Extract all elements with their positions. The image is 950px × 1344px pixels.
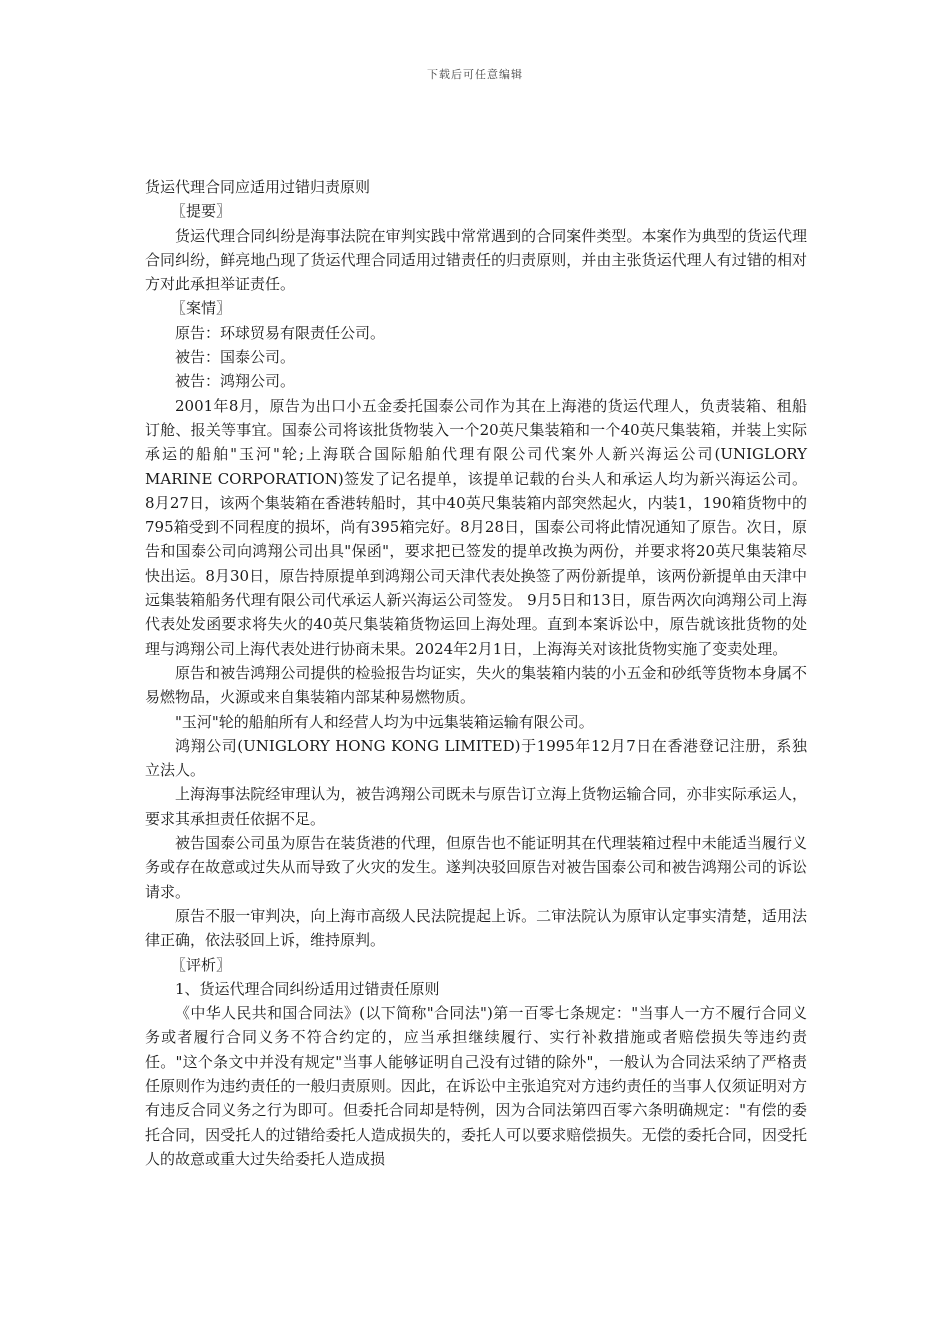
paragraph: 原告不服一审判决，向上海市高级人民法院提起上诉。二审法院认为原审认定事实清楚，适用法律正确，依法驳回上诉，维持原判。 <box>145 906 807 950</box>
paragraph: 鸿翔公司(UNIGLORY HONG KONG LIMITED)于1995年12月7日在香港登记注册，系独立法人。 <box>145 736 807 780</box>
paragraph: 上海海事法院经审理认为，被告鸿翔公司既未与原告订立海上货物运输合同，亦非实际承运人，要求其承担责任依据不足。 <box>145 785 807 828</box>
paragraph: "玉河"轮的船舶所有人和经营人均为中远集装箱运输有限公司。 <box>175 712 594 731</box>
paragraph: 被告：国泰公司。 <box>175 348 296 367</box>
section-heading-analysis: 〖评析〗 <box>171 955 232 974</box>
document-title: 货运代理合同应适用过错归责原则 <box>145 178 371 196</box>
section-heading-case: 〖案情〗 <box>171 299 232 318</box>
document-body <box>145 175 807 1171</box>
paragraph: 2001年8月，原告为出口小五金委托国泰公司作为其在上海港的货运代理人，负责装箱、租船订舱、报关等事宜。国泰公司将该批货物装入一个20英尺集装箱和一个40英尺集装箱，并装上实际承运的船舶"玉河"轮;上海联合国际船舶代理有限公司代案外人新兴海运公司(UNIGLORY MARINE CORPORATION)签发了记名提单，该提单记载的台头人和承运人均为新兴海运公司。 8月27日，该两个集装箱在香港转船时，其中40英尺集装箱内部突然起火，内装1，190箱货物中的795箱受到不同程度的损坏，尚有395箱完好。8月28日，国泰公司将此情况通知了原告。次日，原告和国泰公司向鸿翔公司出具"保函"，要求把已签发的提单改换为两份，并要求将20英尺集装箱尽快出运。8月30日，原告持原提单到鸿翔公司天津代表处换签了两份新提单，该两份新提单由天津中远集装箱船务代理有限公司代承运人新兴海运公司签发。 9月5日和13日，原告两次向鸿翔公司上海代表处发函要求将失火的40英尺集装箱货物运回上海处理。直到本案诉讼中，原告就该批货物的处理与鸿翔公司上海代表处进行协商未果。2024年2月1日，上海海关对该批货物实施了变卖处理。 <box>145 396 807 658</box>
paragraph: 原告：环球贸易有限责任公司。 <box>175 323 386 342</box>
page-header-note: 下载后可任意编辑 <box>427 68 523 81</box>
paragraph: 《中华人民共和国合同法》(以下简称"合同法")第一百零七条规定："当事人一方不履行合同义务或者履行合同义务不符合约定的，应当承担继续履行、实行补救措施或者赔偿损失等违约责任。"这个条文中并没有规定"当事人能够证明自己没有过错的除外"，一般认为合同法采纳了严格责任原则作为违约责任的一般归责原则。因此，在诉讼中主张追究对方违约责任的当事人仅须证明对方有违反合同义务之行为即可。但委托合同却是特例，因为合同法第四百零六条明确规定："有偿的委托合同，因受托人的过错给委托人造成损失的，委托人可以要求赔偿损失。无偿的委托合同，因受托人的故意或重大过失给委托人造成损 <box>145 1004 807 1168</box>
paragraph: 被告：鸿翔公司。 <box>175 372 296 391</box>
paragraph: 原告和被告鸿翔公司提供的检验报告均证实，失火的集装箱内装的小五金和砂纸等货物本身属不易燃物品，火源或来自集装箱内部某种易燃物质。 <box>145 663 807 707</box>
section-heading-summary: 〖提要〗 <box>171 202 232 221</box>
paragraph: 货运代理合同纠纷是海事法院在审判实践中常常遇到的合同案件类型。本案作为典型的货运代理合同纠纷，鲜亮地凸现了货运代理合同适用过错责任的归责原则，并由主张货运代理人有过错的相对方对此承担举证责任。 <box>145 226 807 294</box>
subsection-heading: 1、货运代理合同纠纷适用过错责任原则 <box>175 979 440 998</box>
paragraph: 被告国泰公司虽为原告在装货港的代理，但原告也不能证明其在代理装箱过程中未能适当履行义务或存在故意或过失从而导致了火灾的发生。遂判决驳回原告对被告国泰公司和被告鸿翔公司的诉讼请求。 <box>145 834 807 901</box>
